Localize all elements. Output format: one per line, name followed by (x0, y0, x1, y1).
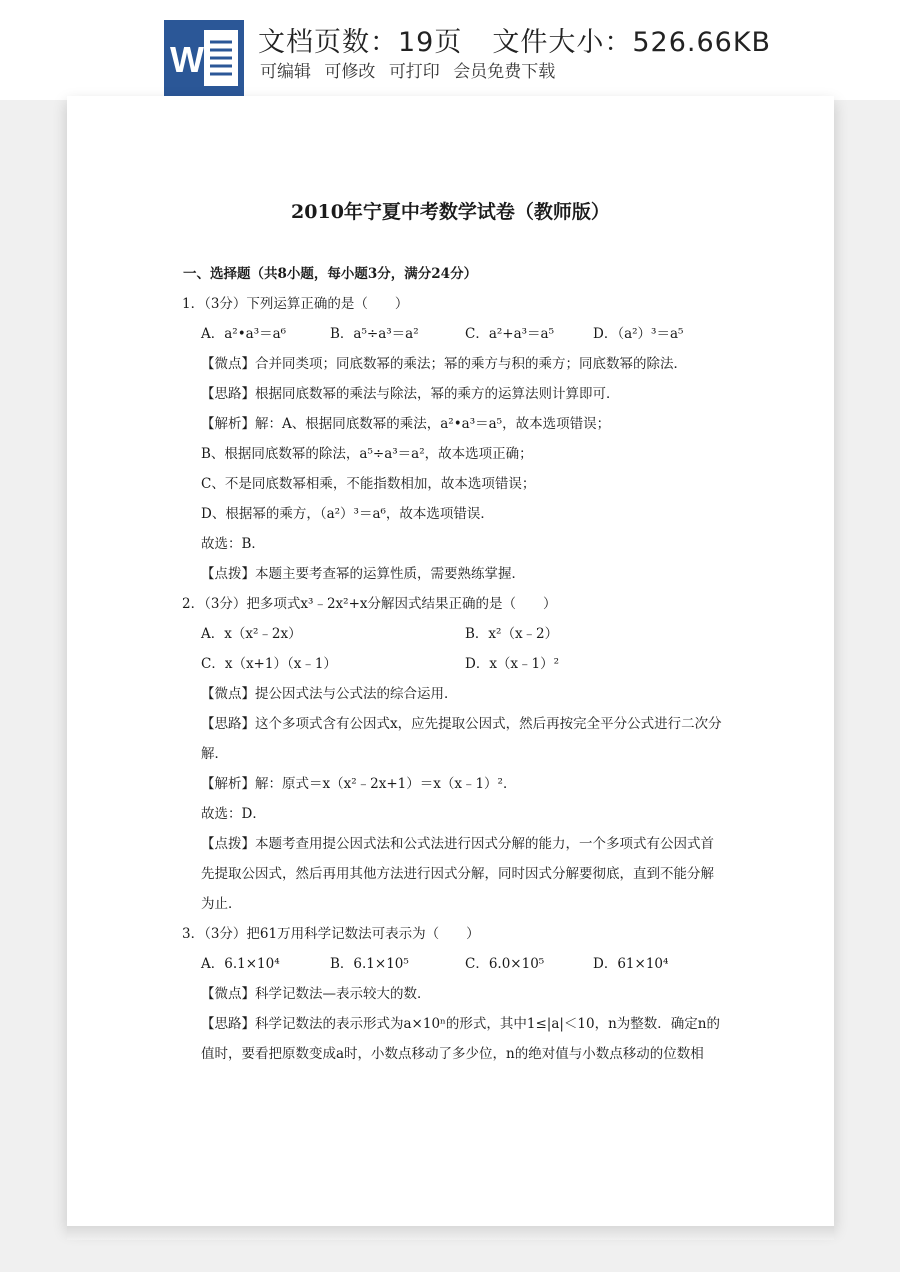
q1-approach: 【思路】根据同底数幂的乘法与除法，幂的乘方的运算法则计算即可． (201, 386, 620, 402)
feature-modifiable: 可修改 (324, 62, 376, 82)
feature-printable: 可打印 (388, 62, 440, 82)
section-heading: 一、选择题（共8小题，每小题3分，满分24分） (183, 266, 478, 282)
q1-key-points: 【微点】合并同类项；同底数幂的乘法；幂的乘方与积的乘方；同底数幂的除法． (201, 356, 687, 372)
q2-analysis: 【解析】解：原式＝x（x²﹣2x+1）＝x（x﹣1）²． (201, 776, 517, 792)
q3-option-b: B．6.1×10⁵ (330, 956, 409, 972)
q1-analysis: 【解析】解：A、根据同底数幂的乘法，a²•a³＝a⁵，故本选项错误； (201, 416, 611, 432)
q1-option-b: B．a⁵÷a³＝a² (330, 326, 419, 342)
page-shadow (67, 1226, 834, 1240)
file-size: 文件大小：526.66KB (492, 27, 772, 58)
q2-approach: 【思路】这个多项式含有公因式x，应先提取公因式，然后再按完全平分公式进行二次分 (201, 716, 722, 732)
q2-option-d: D．x（x﹣1）² (465, 656, 560, 672)
q3-key-points: 【微点】科学记数法—表示较大的数． (201, 986, 431, 1002)
q1-option-c: C．a²+a³＝a⁵ (465, 326, 555, 342)
word-icon (164, 20, 244, 96)
file-stats (258, 20, 771, 59)
q2-comment-cont: 先提取公因式，然后再用其他方法进行因式分解，同时因式分解要彻底，直到不能分解 (201, 866, 714, 882)
q3-approach: 【思路】科学记数法的表示形式为a×10ⁿ的形式，其中1≤|a|＜10，n为整数．确定n的 (201, 1016, 720, 1032)
q2-option-a: A．x（x²﹣2x） (201, 626, 302, 642)
question-3-stem: 3．（3分）把61万用科学记数法可表示为（ ） (182, 926, 480, 942)
document-page (67, 96, 834, 1226)
q1-comment: 【点拨】本题主要考查幂的运算性质，需要熟练掌握． (201, 566, 525, 582)
feature-editable: 可编辑 (260, 62, 311, 82)
q2-key-points: 【微点】提公因式法与公式法的综合运用． (201, 686, 458, 702)
feature-list (260, 57, 563, 82)
question-2-stem: 2．（3分）把多项式x³﹣2x²+x分解因式结果正确的是（ ） (182, 596, 557, 612)
q2-answer: 故选：D． (201, 806, 266, 822)
q1-option-a: A．a²•a³＝a⁶ (201, 326, 287, 342)
q2-comment-end: 为止． (201, 896, 242, 912)
q3-option-d: D．61×10⁴ (593, 956, 669, 972)
file-info-banner (0, 0, 900, 100)
q2-comment: 【点拨】本题考查用提公因式法和公式法进行因式分解的能力，一个多项式有公因式首 (201, 836, 714, 852)
q3-approach-cont: 值时，要看把原数变成a时，小数点移动了多少位，n的绝对值与小数点移动的位数相 (201, 1046, 704, 1062)
q1-answer: 故选：B． (201, 536, 265, 552)
word-icon-letter: W (170, 39, 204, 80)
page-count: 文档页数：19页 (258, 27, 463, 58)
q2-option-b: B．x²（x﹣2） (465, 626, 559, 642)
question-1-stem: 1．（3分）下列运算正确的是（ ） (182, 296, 409, 312)
q1-analysis-c: C、不是同底数幂相乘，不能指数相加，故本选项错误； (201, 476, 536, 492)
q3-option-a: A．6.1×10⁴ (201, 956, 280, 972)
q3-option-c: C．6.0×10⁵ (465, 956, 545, 972)
q2-approach-cont: 解． (201, 746, 228, 762)
q1-analysis-d: D、根据幂的乘方，（a²）³＝a⁶，故本选项错误． (201, 506, 494, 522)
feature-free-download: 会员免费下载 (453, 62, 556, 82)
q2-option-c: C．x（x+1）（x﹣1） (201, 656, 337, 672)
document-title: 2010年宁夏中考数学试卷（教师版） (291, 201, 610, 223)
q1-option-d: D．（a²）³＝a⁵ (593, 326, 684, 342)
q1-analysis-b: B、根据同底数幂的除法，a⁵÷a³＝a²，故本选项正确； (201, 446, 533, 462)
